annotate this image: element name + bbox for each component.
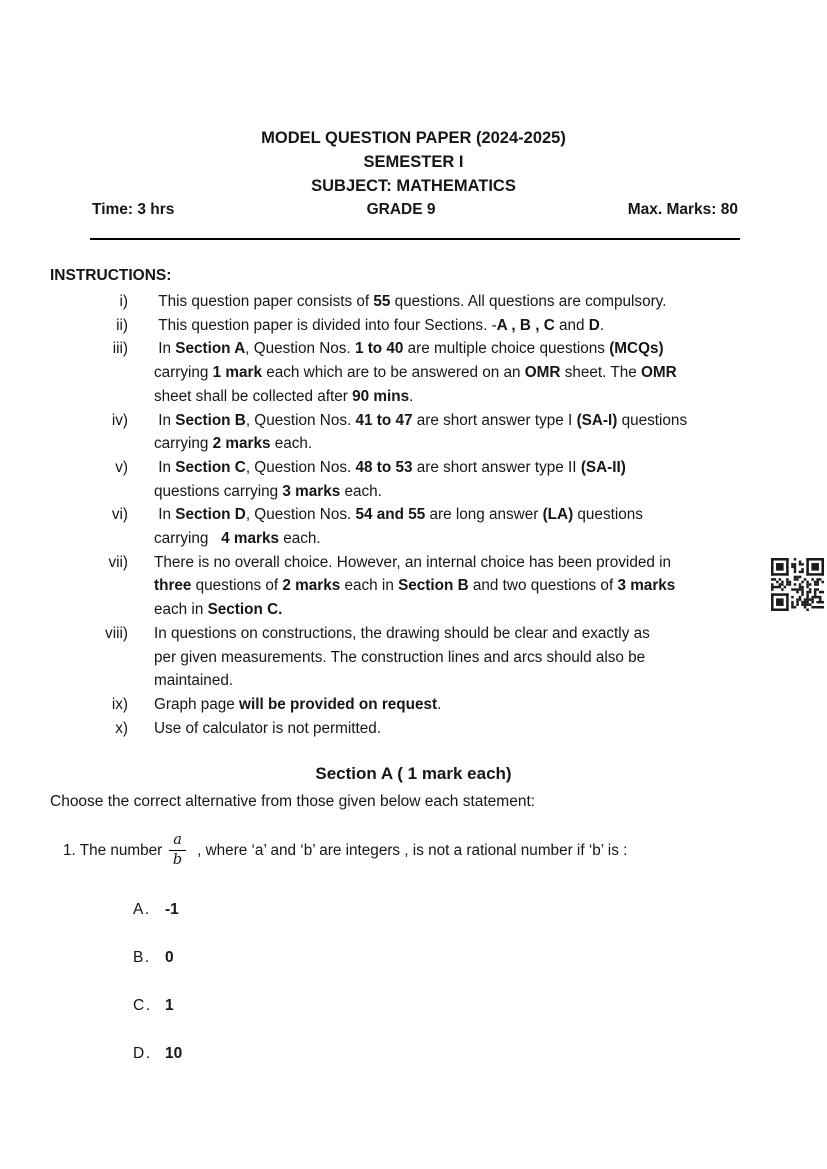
instruction-number: x)	[115, 719, 128, 737]
instructions-list	[0, 290, 827, 740]
question-1	[63, 832, 827, 868]
instruction-item	[0, 717, 827, 741]
option-a-value: -1	[165, 900, 179, 918]
option-d-value: 10	[165, 1044, 183, 1062]
instruction-number: v)	[115, 458, 128, 476]
instruction-text: Graph page will be provided on request.	[154, 695, 442, 713]
instruction-number: iii)	[112, 340, 128, 358]
instruction-number: ii)	[116, 316, 128, 334]
option-a	[133, 901, 827, 921]
meta-row	[92, 201, 738, 219]
instruction-number: ix)	[111, 695, 128, 713]
option-c-value: 1	[165, 996, 174, 1014]
option-c	[133, 997, 827, 1017]
instruction-item	[0, 314, 827, 338]
option-a-label: A.	[133, 900, 151, 918]
question-1-options	[133, 901, 827, 1065]
qr-code-icon	[771, 558, 824, 611]
option-d	[133, 1045, 827, 1065]
instruction-item	[0, 456, 827, 503]
fraction-denominator: b	[172, 852, 183, 869]
instruction-text: In Section D, Question Nos. 54 and 55 are long answer (LA) questions carrying 4 marks each.	[154, 506, 643, 548]
instruction-number: iv)	[111, 411, 128, 429]
paper-title: MODEL QUESTION PAPER (2024-2025)	[261, 129, 566, 147]
fraction-a-over-b	[169, 832, 186, 868]
question-1-prefix: 1. The number	[63, 841, 163, 859]
option-b	[133, 949, 827, 969]
instruction-text: There is no overall choice. However, an internal choice has been provided in three questions of 2 marks each in Section B and two questions of 3 marks each in Section C.	[154, 553, 676, 619]
subject-line: SUBJECT: MATHEMATICS	[311, 177, 516, 195]
instruction-number: i)	[119, 293, 128, 310]
grade-label: GRADE 9	[366, 201, 436, 218]
instruction-text: Use of calculator is not permitted.	[154, 719, 382, 737]
instruction-item	[0, 409, 827, 456]
instruction-item	[0, 693, 827, 717]
instruction-text: This question paper is divided into four Sections. -A , B , C and D.	[154, 316, 605, 334]
instruction-item	[0, 290, 827, 314]
section-a-title: Section A ( 1 mark each)	[315, 764, 512, 784]
instruction-number: vii)	[108, 553, 128, 571]
instruction-text: In Section B, Question Nos. 41 to 47 are short answer type I (SA-I) questions carrying 2 marks each.	[154, 411, 688, 453]
instruction-item	[0, 337, 827, 408]
instruction-text: In questions on constructions, the drawing should be clear and exactly as per given measurements. The construction lines and arcs should also be maintained.	[154, 624, 650, 690]
instruction-number: vi)	[111, 506, 128, 524]
option-b-label: B.	[133, 948, 151, 966]
instruction-text: In Section A, Question Nos. 1 to 40 are multiple choice questions (MCQs) carrying 1 mark each which are to be answered on an OMR sheet. The OMR sheet shall be collected after 90 mins.	[154, 340, 677, 405]
question-1-text: , where ‘a’ and ‘b’ are integers , is not a rational number if ‘b’ is :	[192, 841, 628, 859]
option-c-label: C.	[133, 996, 152, 1014]
max-marks-label: Max. Marks: 80	[627, 201, 738, 218]
fraction-numerator: a	[169, 832, 186, 851]
instruction-item	[0, 551, 827, 622]
header-divider-line	[90, 238, 740, 240]
instruction-item	[0, 503, 827, 550]
instruction-text: This question paper consists of 55 questions. All questions are compulsory.	[154, 293, 667, 310]
option-b-value: 0	[165, 948, 174, 966]
instructions-title: INSTRUCTIONS:	[50, 267, 172, 284]
section-a-intro: Choose the correct alternative from those given below each statement:	[50, 793, 536, 811]
paper-header	[0, 0, 827, 198]
option-d-label: D.	[133, 1044, 152, 1062]
time-label: Time: 3 hrs	[92, 201, 175, 218]
instruction-number: viii)	[105, 624, 128, 642]
instruction-text: In Section C, Question Nos. 48 to 53 are short answer type II (SA-II) questions carrying 3 marks each.	[154, 458, 626, 500]
instruction-item	[0, 622, 827, 693]
semester-line: SEMESTER I	[363, 153, 464, 171]
